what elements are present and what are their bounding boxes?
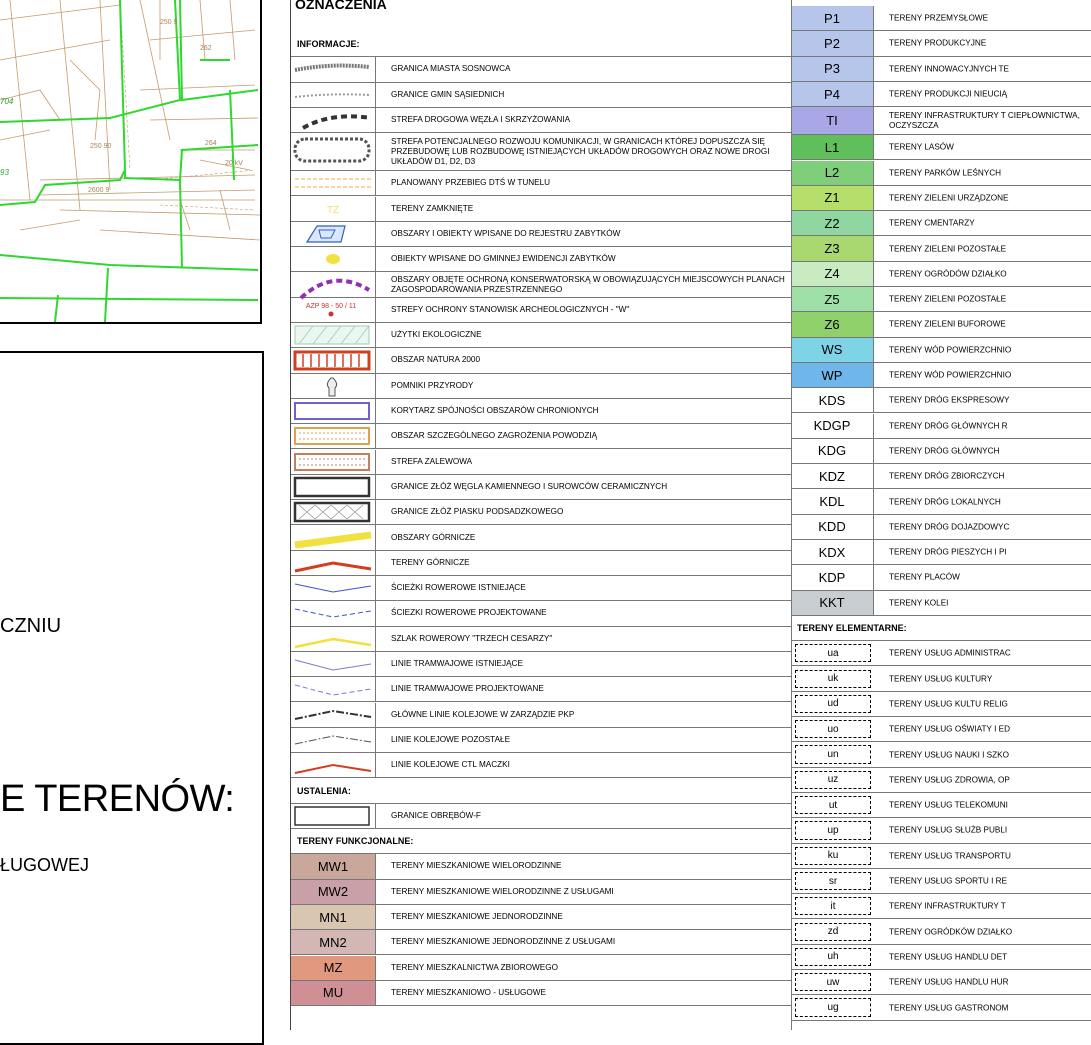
land-use-code: ut: [795, 796, 871, 814]
legend-label: TERENY OGRÓDKÓW DZIAŁKO: [889, 927, 1013, 937]
corridor-symbol: [291, 399, 376, 423]
tunnel-symbol: [291, 171, 376, 195]
legend-label: TERENY DRÓG ZBIORCZYCH: [889, 471, 1005, 481]
land-use-code: uh: [795, 948, 871, 966]
legend-row: [291, 525, 791, 550]
legend-label: TERENY USŁUG KULTU RELIG: [889, 699, 1008, 709]
land-use-code: P3: [791, 57, 874, 81]
mining-area-symbol: [291, 525, 376, 549]
land-use-code: P2: [791, 31, 874, 55]
legend-label: LINIE TRAMWAJOWE ISTNIEJĄCE: [391, 659, 523, 669]
legend-label: TERENY INFRASTRUKTURY T: [889, 901, 1006, 911]
legend-row: [791, 818, 1091, 843]
legend-label: TERENY WÓD POWIERZCHNIO: [889, 370, 1012, 380]
land-use-code: it: [795, 897, 871, 915]
sand-symbol: [291, 500, 376, 524]
legend-row: [291, 323, 791, 348]
legend-label: TERENY USŁUG TRANSPORTU: [889, 851, 1011, 861]
land-use-code: MU: [291, 981, 376, 1005]
rail-pkp-symbol: [291, 703, 376, 727]
legend-row: [791, 186, 1091, 211]
legend-label: TERENY MIESZKANIOWE JEDNORODZINNE: [391, 912, 563, 922]
legend-label: OBIEKTY WPISANE DO GMINNEJ EWIDENCJI ZABYTKÓW: [391, 254, 616, 264]
legend-row: [791, 793, 1091, 818]
land-use-code: TI: [791, 107, 874, 134]
bike-trail-symbol: [291, 627, 376, 651]
section-label: INFORMACJE:: [297, 39, 360, 50]
natura-symbol: [291, 348, 376, 372]
title-panel: [0, 351, 264, 1045]
legend-label: TERENY DRÓG EKSPRESOWY: [889, 395, 1010, 405]
legend-row: [791, 920, 1091, 945]
legend-label: GŁÓWNE LINIE KOLEJOWE W ZARZĄDZIE PKP: [391, 709, 575, 719]
archaeology-mark: AZP 98 - 50 / 11: [305, 302, 357, 310]
legend-row: [791, 287, 1091, 312]
precinct-symbol: [291, 804, 376, 828]
legend-label: TERENY USŁUG ADMINISTRAC: [889, 648, 1011, 658]
legend-label: TERENY DRÓG LOKALNYCH: [889, 497, 1001, 507]
legend-label: TERENY PRZEMYSŁOWE: [889, 13, 989, 23]
legend-label: TERENY USŁUG HANDLU HUR: [889, 977, 1009, 987]
legend-row: [791, 591, 1091, 616]
legend-label: TERENY PARKÓW LEŚNYCH: [889, 168, 1002, 178]
legend-row: [791, 515, 1091, 540]
land-use-code: L1: [791, 135, 874, 159]
legend-row: [791, 82, 1091, 107]
map-label: 20 kV: [225, 160, 243, 167]
legend-row: [291, 133, 791, 171]
legend-label: TERENY USŁUG TELEKOMUNI: [889, 800, 1008, 810]
legend-row: [291, 728, 791, 753]
legend-row: [291, 677, 791, 702]
land-use-code: ku: [795, 847, 871, 865]
land-use-code: WS: [791, 338, 874, 362]
legend-row: [791, 894, 1091, 919]
legend-label: TERENY MIESZKANIOWE WIELORODZINNE: [391, 861, 562, 871]
legend-row: [291, 247, 791, 272]
legend-row: [291, 930, 791, 955]
legend-row: [791, 135, 1091, 160]
legend-row: [791, 338, 1091, 363]
mining-land-symbol: [291, 551, 376, 575]
legend-label: TERENY PRODUKCJI NIEUCIĄ: [889, 89, 1008, 99]
legend-row: [791, 945, 1091, 970]
land-use-code: MZ: [291, 956, 376, 980]
map-label: 264: [205, 140, 217, 147]
archaeology-symbol: [291, 298, 376, 322]
panel-text: CZNIU: [0, 615, 62, 637]
land-use-code: KDZ: [791, 464, 874, 488]
land-use-code: KDL: [791, 489, 874, 513]
legend-label: TERENY MIESZKANIOWE WIELORODZINNE Z USŁUGAMI: [391, 886, 614, 896]
legend-row: [791, 667, 1091, 692]
legend-section-header: [291, 32, 791, 57]
legend-row: [291, 424, 791, 449]
land-use-code: uw: [795, 973, 871, 991]
land-use-code: P4: [791, 82, 874, 106]
land-use-code: sr: [795, 872, 871, 890]
legend-label: TERENY ZIELENI BUFOROWE: [889, 319, 1006, 329]
legend-row: [791, 414, 1091, 439]
legend-label: TERENY MIESZKANIOWO - USŁUGOWE: [391, 987, 546, 997]
legend-label: TERENY KOLEI: [889, 598, 949, 608]
legend-label: GRANICA MIASTA SOSNOWCA: [391, 64, 511, 74]
land-use-code: Z4: [791, 262, 874, 286]
legend-row: [791, 768, 1091, 793]
land-use-code: ua: [795, 644, 871, 662]
transport-zone-symbol: [291, 133, 376, 170]
legend-label: TERENY OGRÓDÓW DZIAŁKO: [889, 269, 1007, 279]
nature-monument-symbol: [291, 374, 376, 398]
section-label: USTALENIA:: [297, 785, 351, 796]
land-use-code: uz: [795, 771, 871, 789]
map-label: 250 9: [160, 19, 178, 26]
road-zone-symbol: [291, 108, 376, 132]
monument-local-symbol: [291, 247, 376, 271]
legend-row: [791, 107, 1091, 135]
land-use-code: uk: [795, 670, 871, 688]
legend-row: [791, 844, 1091, 869]
legend-row: [291, 500, 791, 525]
land-use-code: WP: [791, 363, 874, 387]
legend-row: [291, 551, 791, 576]
legend-row: [791, 6, 1091, 31]
section-label: TERENY ELEMENTARNE:: [797, 623, 907, 634]
legend-label: TERENY USŁUG KULTURY: [889, 674, 993, 684]
legend-label: STREFA POTENCJALNEGO ROZWOJU KOMUNIKACJI, W GRANICACH KTÓREJ DOPUSZCZA SIĘ PRZEBUDOWĘ LUB ROZBUDOWĘ ISTNIEJĄCYCH UKŁADÓW DROGOWYCH ORAZ NOWE DROGI UKŁADÓW D1, D2, D3: [391, 136, 770, 166]
map-label: 262: [200, 45, 212, 52]
city-border-symbol: [291, 57, 376, 81]
legend-label: OBSZAR SZCZEGÓLNEGO ZAGROŻENIA POWODZIĄ: [391, 431, 598, 441]
legend-row: [291, 374, 791, 399]
legend-row: [791, 388, 1091, 413]
land-use-code: KKT: [791, 591, 874, 615]
land-use-code: ud: [795, 695, 871, 713]
legend-row: [291, 956, 791, 981]
legend-row: [291, 804, 791, 829]
land-use-code: P1: [791, 6, 874, 30]
legend-row: [291, 854, 791, 879]
legend-label: TERENY INNOWACYJNYCH TE: [889, 64, 1009, 74]
legend-label: LINIE KOLEJOWE POZOSTAŁE: [391, 734, 511, 744]
panel-heading: E TERENÓW:: [0, 778, 235, 820]
tram-planned-symbol: [291, 677, 376, 701]
legend-label: TERENY USŁUG SŁUŻB PUBLI: [889, 825, 1008, 835]
flood-zone-symbol: [291, 450, 376, 474]
legend-label: TERENY USŁUG HANDLU DET: [889, 952, 1008, 962]
legend-label: GRANICE ZŁÓŻ WĘGLA KAMIENNEGO I SUROWCÓW CERAMICZNYCH: [391, 481, 668, 491]
land-use-code: Z5: [791, 287, 874, 311]
land-use-code: MW2: [291, 880, 376, 904]
legend-row: [291, 981, 791, 1006]
conservation-symbol: [291, 272, 376, 296]
legend-row: [291, 348, 791, 373]
legend-label: TERENY USŁUG GASTRONOM: [889, 1003, 1009, 1013]
legend-label: TERENY ZIELENI POZOSTAŁE: [889, 244, 1007, 254]
legend-label: PLANOWANY PRZEBIEG DTŚ W TUNELU: [391, 178, 551, 188]
flood-symbol: [291, 424, 376, 448]
land-use-code: ug: [795, 998, 871, 1016]
land-use-code: KDD: [791, 515, 874, 539]
land-use-code: Z1: [791, 186, 874, 210]
legend-label: TERENY MIESZKALNICTWA ZBIOROWEGO: [391, 962, 558, 972]
legend-label: OBSZARY OBJĘTE OCHRONĄ KONSERWATORSKĄ W OBOWIĄZUJĄCYCH MIEJSCOWYCH PLANACH ZAGOSPODAROWANIA PRZESTRZENNEGO: [391, 274, 785, 294]
eco-symbol: [291, 323, 376, 347]
legend-label: GRANICE ZŁÓŻ PIASKU PODSADZKOWEGO: [391, 507, 564, 517]
legend-row: [791, 995, 1091, 1020]
legend-row: [791, 211, 1091, 236]
legend-label: SZLAK ROWEROWY "TRZECH CESARZY": [391, 633, 553, 643]
land-use-code: uo: [795, 720, 871, 738]
legend-label: TERENY USŁUG OŚWIATY I ED: [889, 724, 1011, 734]
gmina-border-symbol: [291, 83, 376, 107]
legend-section-header: [791, 616, 1091, 641]
legend-label: ŚCIEZKI ROWEROWE PROJEKTOWANE: [391, 608, 547, 618]
land-use-code: up: [795, 821, 871, 839]
legend-label: TERENY ZIELENI URZĄDZONE: [889, 193, 1009, 203]
legend-label: TERENY USŁUG NAUKI I SZKO: [889, 750, 1009, 760]
legend-title: OZNACZENIA: [295, 0, 387, 12]
legend-row: [791, 236, 1091, 261]
land-use-code: KDG: [791, 439, 874, 463]
land-use-code: Z3: [791, 236, 874, 260]
legend-row: [291, 83, 791, 108]
legend-label: TERENY DRÓG GŁÓWNYCH R: [889, 421, 1008, 431]
legend-label: ŚCIEŻKI ROWEROWE ISTNIEJĄCE: [391, 583, 526, 593]
legend-label: TERENY DRÓG PIESZYCH I PI: [889, 547, 1007, 557]
legend-row: [791, 161, 1091, 186]
legend-section-header: [291, 778, 791, 803]
legend-row: [291, 880, 791, 905]
legend-row: [291, 171, 791, 196]
legend-label: OBSZAR NATURA 2000: [391, 355, 481, 365]
legend-label: TERENY INFRASTRUKTURY T CIEPŁOWNICTWA, OCZYSZCZA: [889, 110, 1080, 130]
bike-planned-symbol: [291, 601, 376, 625]
legend-label: TERENY DRÓG GŁÓWNYCH: [889, 446, 1000, 456]
legend-row: [291, 627, 791, 652]
legend-label: TERENY PRODUKCYJNE: [889, 38, 987, 48]
legend-row: [791, 363, 1091, 388]
legend-column-divider: [791, 0, 792, 1030]
legend-row: [291, 601, 791, 626]
legend-label: STREFY OCHRONY STANOWISK ARCHEOLOGICZNYCH - "W": [391, 304, 630, 314]
legend-row: [291, 108, 791, 133]
legend-label: TERENY ZAMKNIĘTE: [391, 203, 474, 213]
land-use-code: MW1: [291, 854, 376, 878]
legend-label: OBSZARY I OBIEKTY WPISANE DO REJESTRU ZABYTKÓW: [391, 228, 621, 238]
land-use-code: MN1: [291, 905, 376, 929]
legend-row: [291, 57, 791, 82]
map-fragment[interactable]: [0, 0, 262, 324]
rail-ctl-symbol: [291, 753, 376, 777]
land-use-code: KDX: [791, 540, 874, 564]
legend-label: TERENY WÓD POWIERZCHNIO: [889, 345, 1012, 355]
land-use-code: KDS: [791, 388, 874, 412]
legend-row: [791, 262, 1091, 287]
legend-label: LINIE KOLEJOWE CTL MACZKI: [391, 760, 510, 770]
land-use-code: Z6: [791, 312, 874, 336]
legend-label: POMNIKI PRZYRODY: [391, 380, 474, 390]
legend-label: GRANICE GMIN SĄSIEDNICH: [391, 89, 505, 99]
legend-row: [791, 692, 1091, 717]
legend-label: TERENY PLACÓW: [889, 572, 960, 582]
legend-label: TERENY CMENTARZY: [889, 218, 975, 228]
legend-row: [791, 489, 1091, 514]
legend-label: TERENY GÓRNICZE: [391, 557, 470, 567]
land-use-code: KDGP: [791, 414, 874, 438]
legend-label: TERENY USŁUG SPORTU I RE: [889, 876, 1007, 886]
legend: [290, 0, 1080, 1030]
bike-existing-symbol: [291, 576, 376, 600]
legend-row: [791, 641, 1091, 666]
map-label: 704: [0, 97, 14, 106]
rail-other-symbol: [291, 728, 376, 752]
legend-row: [291, 652, 791, 677]
land-use-code: KDP: [791, 565, 874, 589]
legend-label: GRANICE OBRĘBÓW-F: [391, 810, 481, 820]
legend-label: STREFA DROGOWA WĘZŁA I SKRZYŻOWANIA: [391, 115, 571, 125]
legend-label: TERENY USŁUG ZDROWIA, OP: [889, 775, 1010, 785]
legend-row: [291, 298, 791, 323]
land-use-code: MN2: [291, 930, 376, 954]
legend-label: TERENY MIESZKANIOWE JEDNORODZINNE Z USŁUGAMI: [391, 937, 616, 947]
legend-row: [291, 222, 791, 247]
map-label: 2600 9: [88, 187, 110, 194]
legend-label: OBSZARY GÓRNICZE: [391, 532, 476, 542]
legend-label: STREFA ZALEWOWA: [391, 456, 473, 466]
land-use-code: Z2: [791, 211, 874, 235]
land-use-code: zd: [795, 923, 871, 941]
legend-row: [291, 905, 791, 930]
legend-row: [791, 464, 1091, 489]
legend-row: [791, 57, 1091, 82]
closed-symbol: [291, 197, 376, 221]
monument-register-symbol: [291, 222, 376, 246]
legend-row: [791, 869, 1091, 894]
legend-row: [291, 576, 791, 601]
map-label: 250 90: [90, 143, 112, 150]
legend-row: [791, 970, 1091, 995]
legend-row: [291, 753, 791, 778]
land-use-code: un: [795, 745, 871, 763]
legend-label: LINIE TRAMWAJOWE PROJEKTOWANE: [391, 684, 544, 694]
legend-label: TERENY LASÓW: [889, 142, 954, 152]
panel-text: ŁUGOWEJ: [0, 855, 90, 875]
legend-row: [791, 439, 1091, 464]
legend-row: [791, 540, 1091, 565]
legend-row: [791, 312, 1091, 337]
legend-label: KORYTARZ SPÓJNOŚCI OBSZARÓW CHRONIONYCH: [391, 406, 599, 416]
legend-row: [291, 272, 791, 297]
legend-row: [291, 450, 791, 475]
legend-row: [291, 703, 791, 728]
coal-symbol: [291, 475, 376, 499]
closed-area-mark: TZ: [326, 204, 340, 216]
land-use-code: L2: [791, 161, 874, 185]
legend-label: UŻYTKI EKOLOGICZNE: [391, 330, 482, 340]
legend-row: [791, 742, 1091, 767]
legend-section-header: [291, 829, 791, 854]
legend-label: TERENY ZIELENI POZOSTAŁE: [889, 294, 1007, 304]
legend-row: [791, 31, 1091, 56]
legend-row: [291, 399, 791, 424]
tram-existing-symbol: [291, 652, 376, 676]
section-label: TERENY FUNKCJONALNE:: [297, 836, 414, 847]
legend-row: [791, 717, 1091, 742]
legend-row: [291, 197, 791, 222]
legend-label: TERENY DRÓG DOJAZDOWYC: [889, 522, 1010, 532]
map-label: 93: [0, 168, 9, 177]
map-drawing: [0, 0, 260, 322]
legend-row: [791, 565, 1091, 590]
legend-row: [291, 475, 791, 500]
